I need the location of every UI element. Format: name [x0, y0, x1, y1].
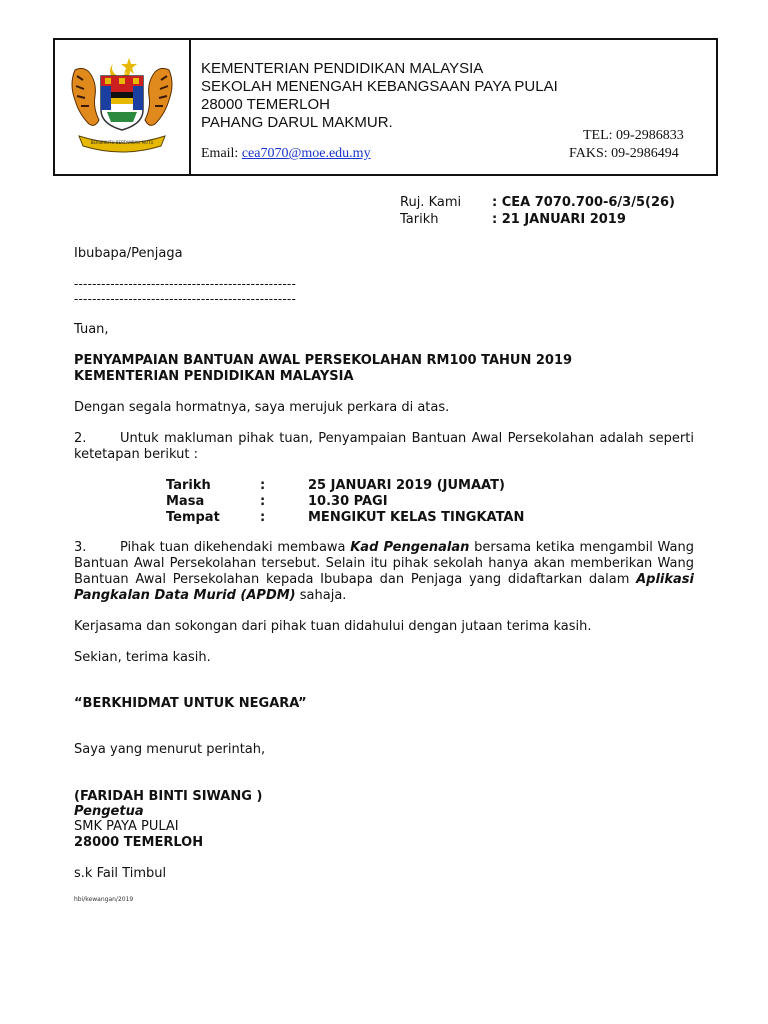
- apdm-text: Aplikasi Pangkalan Data Murid (APDM): [74, 572, 694, 603]
- telephone: TEL: 09-2986833: [583, 128, 684, 143]
- crest-caption: BERSEKUTU BERTAMBAH MUTU: [90, 140, 154, 145]
- paragraph-2-text: Untuk makluman pihak tuan, Penyampaian Bantuan Awal Persekolahan adalah seperti ketetapan berikut :: [74, 431, 694, 462]
- recipient-line-1: -------------------------------------------------: [74, 277, 296, 291]
- email-label: Email:: [201, 146, 239, 161]
- recipient-label: Ibubapa/Penjaga: [74, 246, 183, 261]
- paragraph-3-text-a: Pihak tuan dikehendaki membawa: [120, 540, 351, 555]
- paragraph-3-text-c: sahaja.: [295, 588, 347, 603]
- state-name: PAHANG DARUL MAKMUR.: [201, 114, 393, 131]
- paragraph-2: [74, 431, 694, 463]
- detail-colon: :: [260, 478, 266, 493]
- detail-value: 25 JANUARI 2019 (JUMAAT): [308, 478, 505, 493]
- ruj-label: Ruj. Kami: [400, 195, 462, 210]
- paragraph-3: [74, 540, 694, 604]
- crest-cell: [55, 40, 191, 174]
- school-name: SEKOLAH MENENGAH KEBANGSAAN PAYA PULAI: [201, 78, 558, 95]
- paragraph-1: Dengan segala hormatnya, saya merujuk perkara di atas.: [74, 400, 450, 415]
- ministry-name: KEMENTERIAN PENDIDIKAN MALAYSIA: [201, 60, 484, 77]
- signatory-city: 28000 TEMERLOH: [74, 835, 204, 850]
- paragraph-3-text-b: bersama ketika mengambil Wang Bantuan Awal Persekolahan tersebut. Selain itu pihak sekolah hanya akan memberikan Wang Bantuan Awal Persekolahan kepada Ibubapa dan Penjaga yang didaftarkan dalam: [74, 540, 695, 587]
- malaysia-crest-logo: [55, 40, 189, 174]
- fax: FAKS: 09-2986494: [569, 146, 679, 161]
- footer-code: hbi/kewangan/2019: [74, 896, 134, 903]
- detail-colon: :: [260, 510, 266, 525]
- paragraph-3-number: 3.: [74, 540, 87, 555]
- detail-label: Masa: [166, 494, 205, 509]
- signoff: Saya yang menurut perintah,: [74, 742, 266, 757]
- recipient-line-2: -------------------------------------------------: [74, 292, 296, 306]
- detail-value: MENGIKUT KELAS TINGKATAN: [308, 510, 525, 525]
- subject-line-1: PENYAMPAIAN BANTUAN AWAL PERSEKOLAHAN RM100 TAHUN 2019: [74, 353, 573, 368]
- email-link[interactable]: cea7070@moe.edu.my: [241, 146, 371, 161]
- paragraph-5: Sekian, terima kasih.: [74, 650, 211, 665]
- signatory-school: SMK PAYA PULAI: [74, 819, 179, 834]
- email-row: [201, 146, 371, 162]
- cc-line: s.k Fail Timbul: [74, 866, 167, 881]
- letterhead: [53, 38, 718, 176]
- signatory-title: Pengetua: [74, 804, 144, 819]
- tarikh-value: : 21 JANUARI 2019: [492, 212, 626, 227]
- tarikh-label: Tarikh: [400, 212, 439, 227]
- detail-label: Tarikh: [166, 478, 211, 493]
- postcode-city: 28000 TEMERLOH: [201, 96, 330, 113]
- detail-colon: :: [260, 494, 266, 509]
- subject-line-2: KEMENTERIAN PENDIDIKAN MALAYSIA: [74, 369, 354, 384]
- paragraph-2-number: 2.: [74, 431, 87, 446]
- kad-pengenalan-text: Kad Pengenalan: [350, 540, 470, 555]
- signatory-name: (FARIDAH BINTI SIWANG ): [74, 789, 263, 804]
- detail-value: 10.30 PAGI: [308, 494, 388, 509]
- salutation: Tuan,: [74, 322, 109, 337]
- paragraph-4: Kerjasama dan sokongan dari pihak tuan didahului dengan jutaan terima kasih.: [74, 619, 592, 634]
- motto: “BERKHIDMAT UNTUK NEGARA”: [74, 696, 307, 711]
- detail-label: Tempat: [166, 510, 220, 525]
- ruj-value: : CEA 7070.700-6/3/5(26): [492, 195, 675, 210]
